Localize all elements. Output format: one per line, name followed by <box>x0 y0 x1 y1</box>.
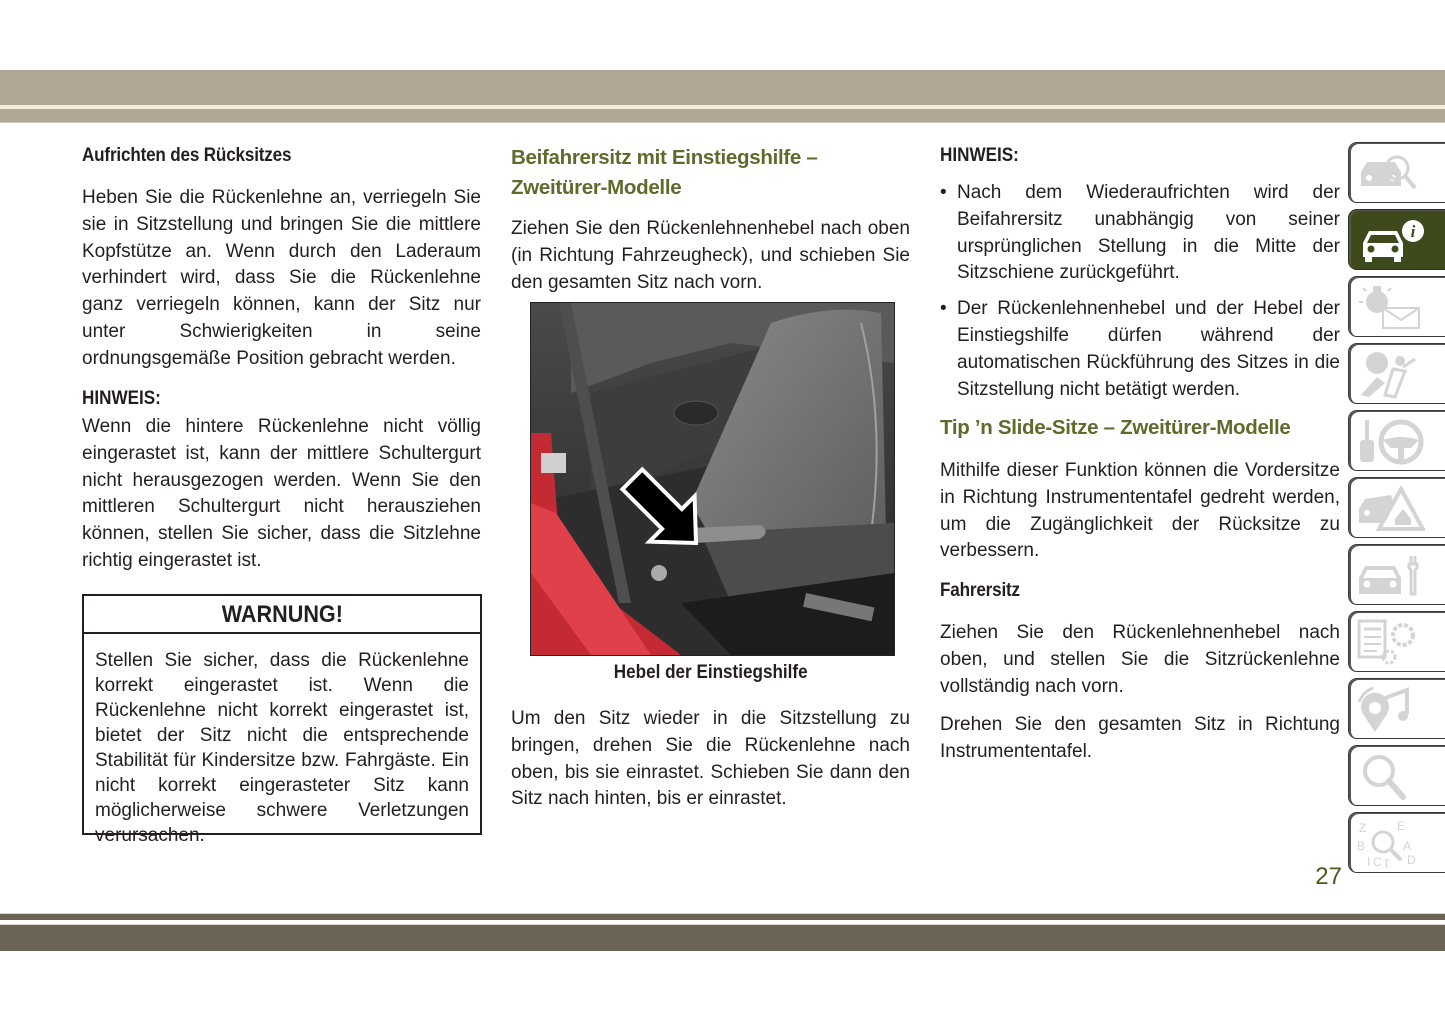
svg-text:i: i <box>1410 222 1416 241</box>
tab-multimedia[interactable] <box>1348 678 1445 739</box>
car-search-icon <box>1355 148 1425 198</box>
warning-title: WARNUNG! <box>221 601 343 628</box>
paragraph: Mithilfe dieser Funktion können die Vordersitze in Richtung Instrumententafel gedreht werden, um die Zugänglichkeit der Rücksitze zu verbessern. <box>940 460 1340 562</box>
warning-light-message-icon <box>1355 282 1425 332</box>
warning-box <box>82 594 482 846</box>
tab-car-search[interactable] <box>1348 142 1445 203</box>
paragraph: Heben Sie die Rückenlehne an, verriegeln Sie sie in Sitzstellung und bringen Sie die mittlere Kopfstütze an. Wenn durch den Laderaum verhindert wird, dass Sie die Rückenlehne ganz verriegeln können, kann der Sitz nur unter Schwierigkeiten in seine ordnungsgemäße Position gebracht werden. <box>82 187 481 369</box>
warning-text: Stellen Sie sicher, dass die Rückenlehne korrekt eingerastet ist. Wenn die Rückenlehne nicht korrekt eingerastet ist, bietet der Sitz nicht die entsprechende Stabilität für Kindersitze bzw. Fahrgäste. Ein nicht korrekt eingerasteter Sitz kann möglicherweise schwere Verletzungen verursachen. <box>95 650 469 846</box>
paragraph: Ziehen Sie den Rückenlehnenhebel nach oben (in Richtung Fahrzeugheck), und schieben Sie den gesamten Sitz nach vorn. <box>511 218 910 293</box>
image-caption: Hebel der Einstiegshilfe <box>613 662 808 683</box>
svg-text:B: B <box>1357 839 1366 853</box>
list-item: • Der Rückenlehnenhebel und der Hebel der Einstiegshilfe dürfen während der automatischen Rückführung des Sitzes in die Sitzstellung nicht betätigt werden. <box>940 298 1340 400</box>
bullet-icon: • <box>940 298 947 320</box>
airbag-seat-icon <box>1355 349 1425 399</box>
note-label: HINWEIS: <box>82 388 161 409</box>
car-wrench-icon <box>1355 550 1425 600</box>
section-title: Beifahrersitz mit Einstiegshilfe – Zweitürer-Modelle <box>511 146 818 199</box>
seat-photo-illustration <box>531 303 894 655</box>
note-bullet-list <box>940 180 1340 412</box>
specs-gears-icon <box>1355 617 1425 667</box>
tab-index[interactable] <box>1348 812 1445 873</box>
tab-emergency[interactable] <box>1348 477 1445 538</box>
svg-text:C: C <box>1373 855 1382 868</box>
svg-text:E: E <box>1397 819 1406 833</box>
page-number: 27 <box>1315 863 1342 890</box>
multimedia-music-icon <box>1355 684 1425 734</box>
tab-safety[interactable] <box>1348 343 1445 404</box>
svg-text:T: T <box>1383 857 1391 868</box>
list-item: • Nach dem Wiederaufrichten wird der Beifahrersitz unabhängig von seiner ursprünglichen Stellung in die Mitte der Sitzschiene zurückgeführt. <box>940 182 1340 284</box>
svg-text:Z: Z <box>1359 821 1367 835</box>
tab-car-info[interactable] <box>1348 209 1445 270</box>
alphabet-index-icon <box>1355 818 1425 868</box>
svg-text:D: D <box>1407 853 1416 867</box>
tab-servicing-maintenance[interactable] <box>1348 544 1445 605</box>
footer-band <box>0 924 1445 951</box>
bullet-icon: • <box>940 182 947 203</box>
paragraph: Ziehen Sie den Rückenlehnenhebel nach oben, und stellen Sie die Sitzrückenlehne vollständig nach vorn. <box>940 622 1340 697</box>
tab-starting-operating[interactable] <box>1348 410 1445 471</box>
key-steering-wheel-icon <box>1355 416 1425 466</box>
paragraph: Um den Sitz wieder in die Sitzstellung zu bringen, drehen Sie die Rückenlehne nach oben, bis sie einrastet. Schieben Sie dann den Sitz nach hinten, bis er einrastet. <box>511 708 910 810</box>
car-hazard-triangle-icon <box>1355 483 1425 533</box>
note-label: HINWEIS: <box>940 145 1019 166</box>
header-band-lower <box>0 109 1445 123</box>
car-info-icon <box>1355 215 1425 265</box>
footer-divider-line <box>0 913 1445 920</box>
tab-technical-specifications[interactable] <box>1348 611 1445 672</box>
svg-text:I: I <box>1367 855 1371 868</box>
subsection-title: Fahrersitz <box>940 580 1020 601</box>
warning-header <box>84 596 480 634</box>
note-text: Wenn die hintere Rückenlehne nicht völlig eingerastet ist, kann der mittlere Schultergurt nicht herausgezogen werden. Wenn Sie den mittleren Schultergurt nicht herausziehen können, stellen Sie sicher, dass die Sitzlehne richtig eingerastet ist. <box>82 416 481 571</box>
section-title: Aufrichten des Rücksitzes <box>82 145 292 166</box>
tab-warning-lights-messages[interactable] <box>1348 276 1445 337</box>
section-title: Tip ’n Slide-Sitze – Zweitürer-Modelle <box>940 416 1291 439</box>
tab-customer-assistance[interactable] <box>1348 745 1445 806</box>
svg-text:A: A <box>1403 839 1412 853</box>
header-band <box>0 70 1445 105</box>
paragraph: Drehen Sie den gesamten Sitz in Richtung Instrumententafel. <box>940 714 1340 762</box>
seat-lever-photo <box>530 302 895 656</box>
search-icon <box>1355 751 1425 801</box>
